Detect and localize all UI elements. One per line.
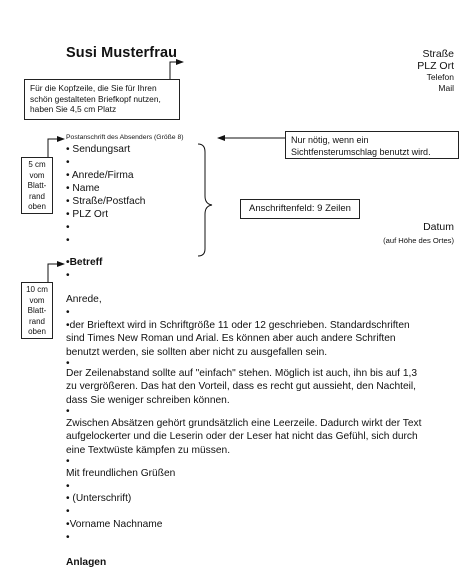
blank-line: • (66, 270, 70, 281)
sender-city: PLZ Ort (417, 60, 454, 72)
blank-line: • (66, 358, 70, 369)
sender-street: Straße (422, 48, 454, 60)
address-field-brace (198, 144, 212, 256)
margin-5cm-line: vom (29, 170, 45, 180)
margin-10cm-line: Blatt- (27, 306, 47, 315)
margin-5cm-line: 5 cm (28, 160, 46, 169)
subject-line: •Betreff (66, 257, 103, 268)
body-paragraph-3-text: Zwischen Absätzen gehört grundsätzlich eine Leerzeile. Dadurch wirkt der Text aufgelockerter und die Leserin oder der Leser hat nicht das Gefühl, sich durch eine Textwüste kämpfen zu müssen. (66, 418, 422, 456)
date: Datum (423, 221, 454, 233)
blank-line: • (66, 481, 70, 492)
address-line: • Name (66, 183, 100, 194)
address-line: • Sendungsart (66, 144, 131, 155)
signature-line: • (Unterschrift) (66, 493, 132, 504)
margin-5cm-line: rand (28, 191, 45, 201)
header-note-arrow (170, 62, 183, 79)
blank-line: • (66, 456, 70, 467)
address-line: • Anrede/Firma (66, 170, 134, 181)
margin-10cm-arrow (48, 264, 64, 282)
address-line: • Straße/Postfach (66, 196, 146, 207)
body-paragraph-2-text: Der Zeilenabstand sollte auf "einfach" stehen. Möglich ist auch, ihn bis auf 1,3 zu vergrößeren. Das hat den Vorteil, dass es recht gut aussieht, den Nachteil, dass Sie weniger schreiben können. (66, 368, 417, 406)
sender-name: Susi Musterfrau (66, 45, 178, 61)
sender-mail: Mail (438, 83, 454, 93)
blank-line: • (66, 506, 70, 517)
margin-10cm-line: 10 cm (26, 285, 48, 294)
salutation: Anrede, (66, 294, 102, 305)
blank-line: • (66, 307, 70, 318)
address-line: • PLZ Ort (66, 209, 109, 220)
margin-5cm-line: Blatt- (27, 181, 47, 190)
address-line: • (66, 222, 70, 233)
sender-phone: Telefon (426, 72, 454, 82)
margin-5cm-arrow (48, 139, 64, 157)
header-note-text: Für die Kopfzeile, die Sie für Ihren schön gestalteten Briefkopf nutzen, haben Sie 4,5 cm Platz (30, 83, 161, 114)
address-field-label: Anschriftenfeld: 9 Zeilen (249, 203, 351, 214)
enclosures: Anlagen (66, 557, 107, 568)
margin-5cm-line: oben (28, 202, 46, 211)
return-address-label: Postanschrift des Absenders (Größe 8) (66, 134, 184, 141)
body-paragraph-1: •der Brieftext wird in Schriftgröße 11 oder 12 geschrieben. Standardschriften sind Times New Roman und Arial. Es können aber auch andere Schriften benutzt werden, sie sollten aber nicht zu ausgefallen sein. (66, 320, 410, 358)
blank-line: • (66, 532, 70, 543)
closing: Mit freundlichen Grüßen (66, 468, 176, 479)
address-line: • (66, 157, 70, 168)
date-position-note: (auf Höhe des Ortes) (383, 236, 454, 245)
margin-10cm-line: vom (29, 295, 45, 305)
full-name-line: •Vorname Nachname (66, 519, 163, 530)
address-line: • (66, 235, 70, 246)
margin-10cm-line: oben (28, 327, 46, 336)
blank-line: • (66, 406, 70, 417)
margin-10cm-line: rand (28, 316, 45, 326)
window-note-text: Nur nötig, wenn ein Sichtfensterumschlag benutzt wird. (291, 135, 431, 157)
